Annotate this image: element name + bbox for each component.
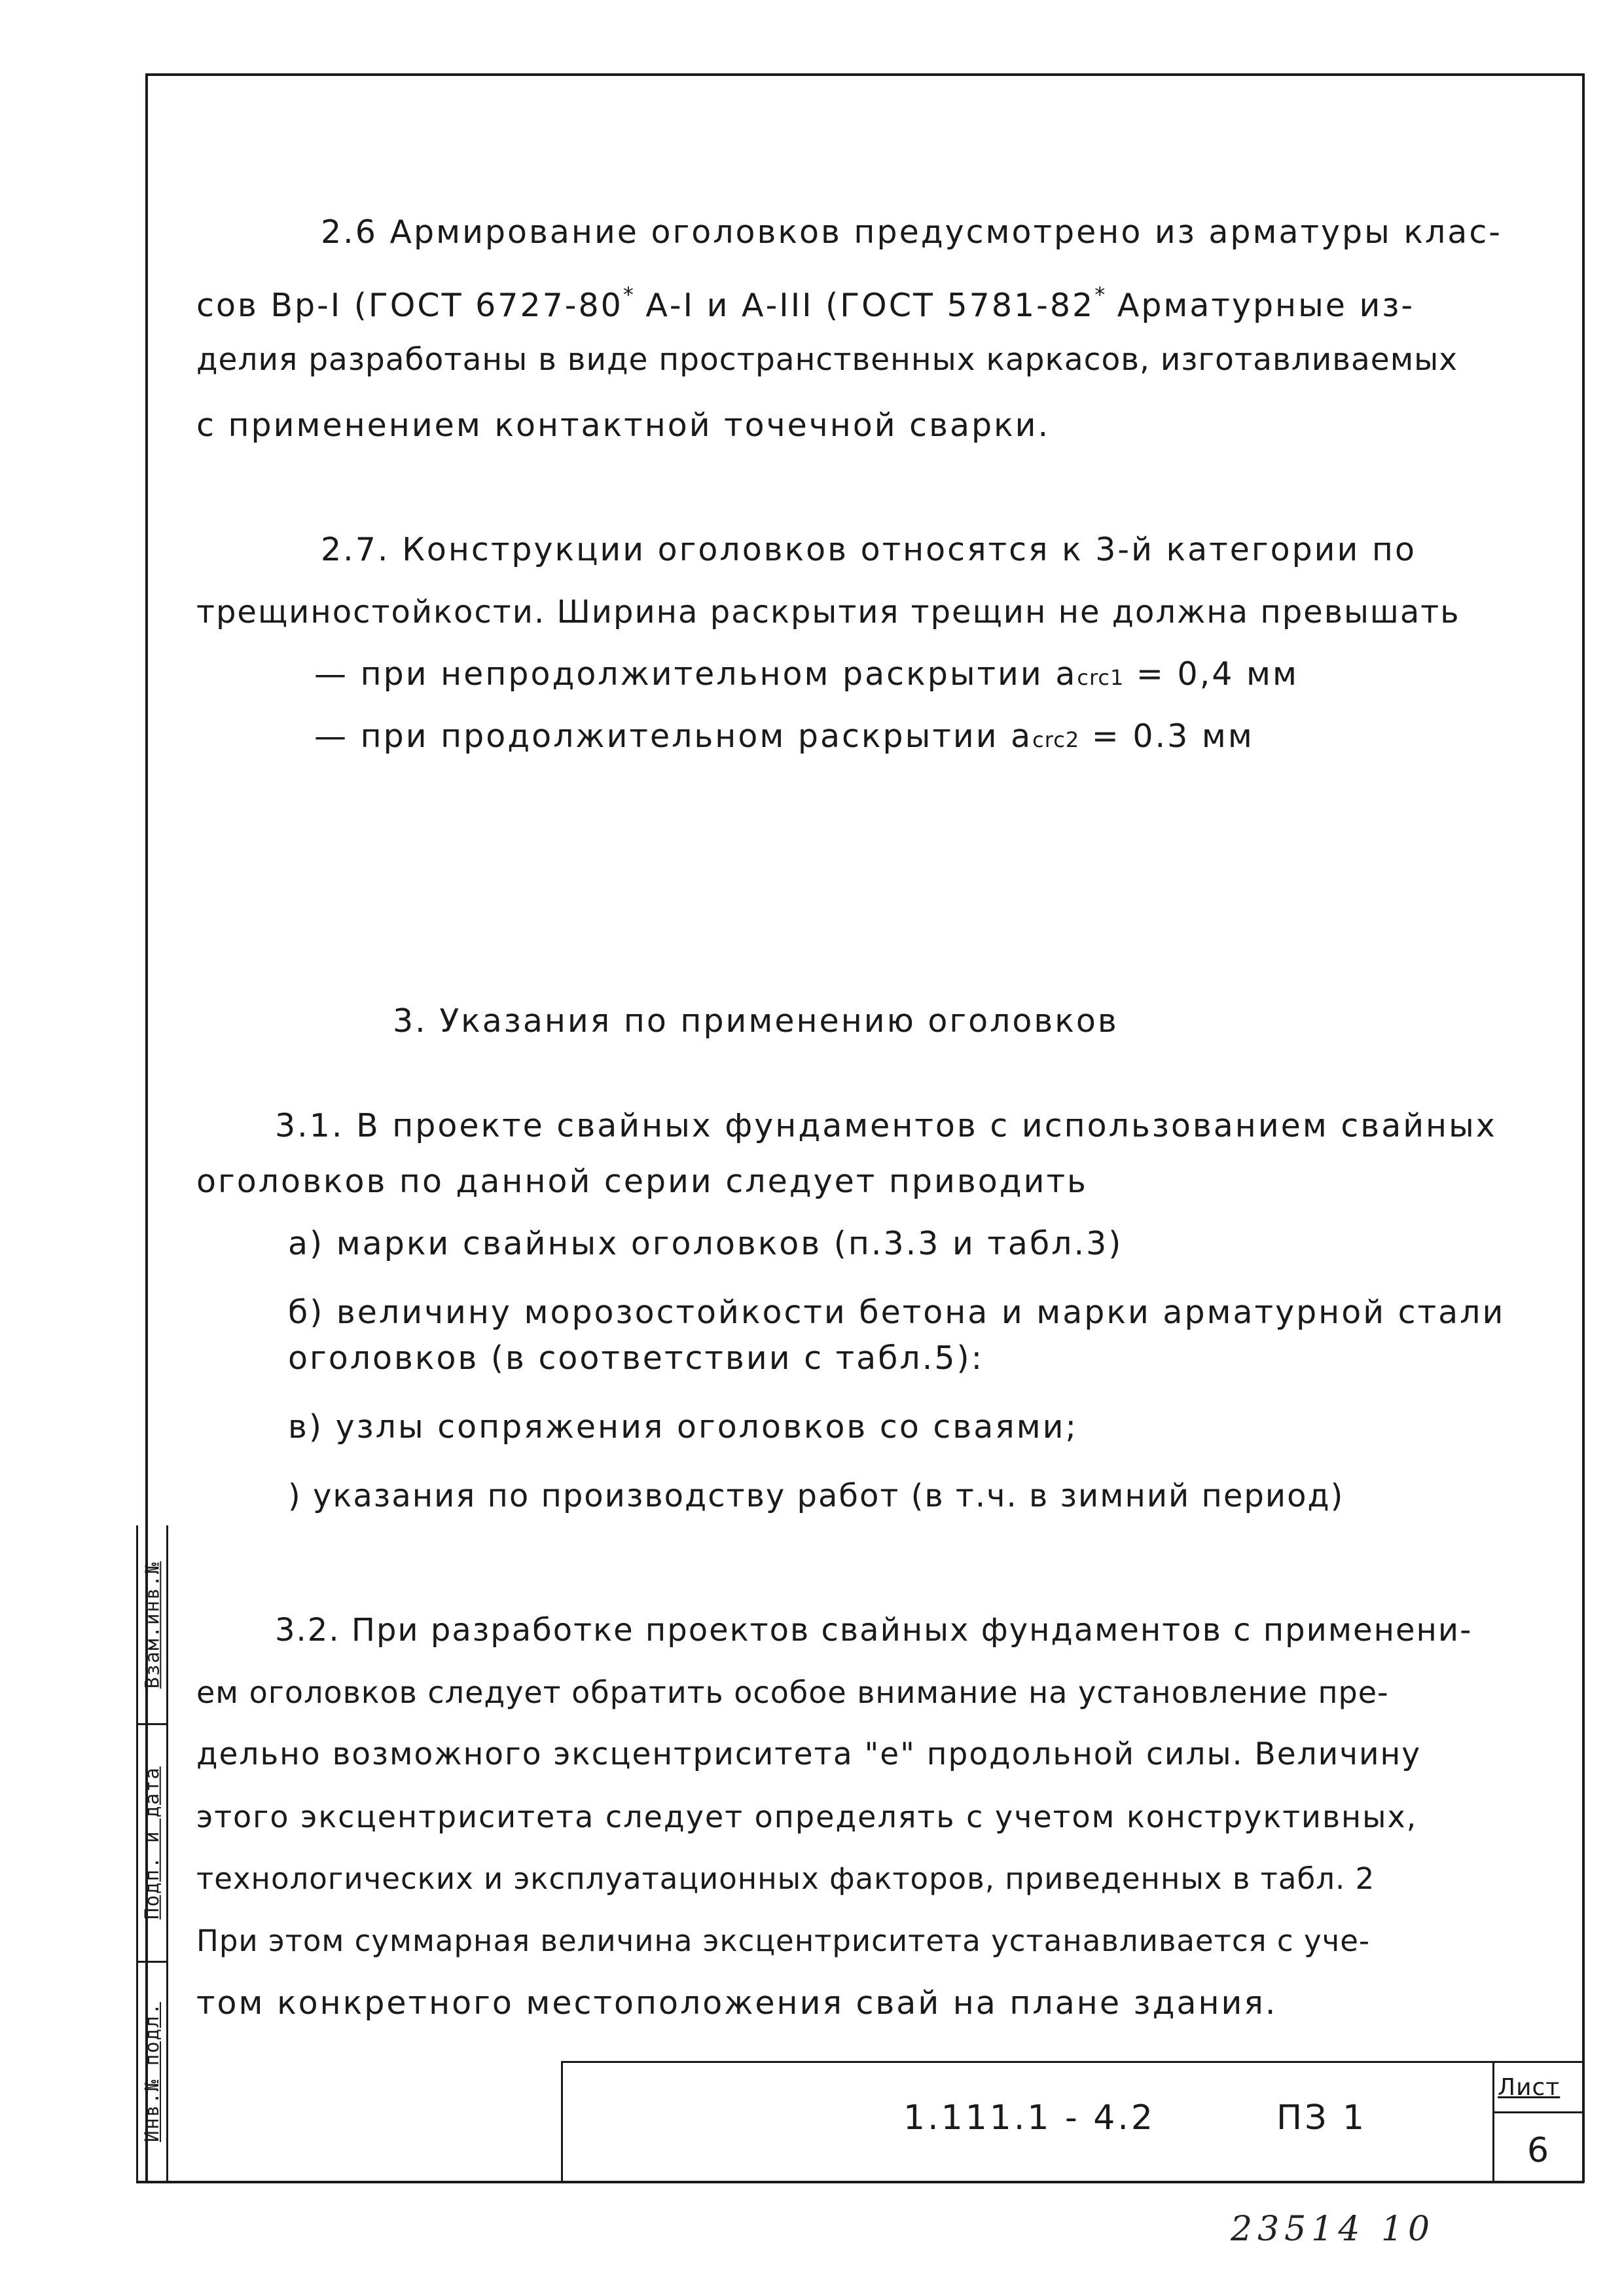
list-item-b-continuation: оголовков (в соответствии с табл.5): (288, 1339, 984, 1377)
text-3-2-line-1: 3.2. При разработке проектов свайных фундаментов с применени- (275, 1612, 1473, 1649)
text-2-6-line-2 (196, 275, 1415, 325)
item-2-prefix: — при продолжительном раскрытии a (314, 718, 1033, 755)
frame-top-border (145, 73, 1584, 76)
list-item-b: б) величину морозостойкости бетона и марки арматурной стали (288, 1294, 1506, 1331)
frame-right-border (1582, 73, 1585, 2183)
item-2-value: = 0.3 мм (1079, 718, 1254, 755)
title-block-sheet-label: Лист (1498, 2074, 1561, 2101)
text-3-2-line-6: При этом суммарная величина эксцентриситета устанавливается с уче- (196, 1923, 1371, 1958)
title-block-left-line (561, 2061, 563, 2183)
text-2-6-line-2-part-a: сов Вр-I (ГОСТ 6727-80 (196, 287, 623, 324)
margin-label-inv-podl: Инв.№ подл. (141, 2001, 163, 2142)
text-2-6-line-2-part-c: Арматурные из- (1105, 287, 1415, 324)
text-2-6-line-4: с применением контактной точечной сварки. (196, 407, 1051, 444)
text-2-6-line-3: делия разработаны в виде пространственных каркасов, изготавливаемых (196, 342, 1458, 378)
item-1-value: = 0,4 мм (1124, 655, 1299, 693)
text-3-1-line-2: оголовков по данной серии следует приводить (196, 1163, 1088, 1200)
list-item-v: в) узлы сопряжения оголовков со сваями; (288, 1408, 1079, 1446)
margin-cell-podp-data (136, 1725, 168, 1961)
frame-bottom-border (136, 2181, 1584, 2183)
margin-cell-inv-podl (136, 1963, 168, 2181)
text-2-7-line-2: трещиностойкости. Ширина раскрытия трещин не должна превышать (196, 594, 1460, 630)
item-1-subscript: crc1 (1077, 665, 1125, 690)
text-3-2-line-4: этого эксцентриситета следует определять с учетом конструктивных, (196, 1799, 1418, 1834)
archive-number: 23514 10 (1231, 2210, 1435, 2249)
text-3-2-line-2: ем оголовков следует обратить особое внимание на установление пре- (196, 1675, 1389, 1710)
margin-cell-vzam-inv (136, 1527, 168, 1723)
title-block-sheet-divider (1492, 2061, 1494, 2183)
section-3-heading: 3. Указания по применению оголовков (393, 1002, 1119, 1040)
title-block-doc-type: ПЗ 1 (1276, 2098, 1367, 2138)
title-block-sheet-number: 6 (1527, 2131, 1552, 2170)
text-2-7-line-1: 2.7. Конструкции оголовков относятся к 3-й категории по (321, 531, 1416, 568)
item-2-subscript: crc2 (1032, 727, 1080, 752)
text-3-2-line-3: дельно возможного эксцентриситета "е" продольной силы. Величину (196, 1736, 1422, 1772)
asterisk-gost-6727: * (623, 282, 634, 307)
text-2-7-item-2 (314, 717, 1254, 759)
margin-label-podp-data: Подп. и дата (141, 1766, 164, 1920)
text-2-6-line-1: 2.6 Армирование оголовков предусмотрено из арматуры клас- (321, 213, 1502, 251)
text-2-6-line-2-part-b: А-I и А-III (ГОСТ 5781-82 (633, 287, 1095, 324)
list-item-g: ) указания по производству работ (в т.ч. в зимний период) (288, 1478, 1344, 1514)
text-3-2-line-5: технологических и эксплуатационных факторов, приведенных в табл. 2 (196, 1861, 1375, 1896)
item-1-prefix: — при непродолжительном раскрытии a (314, 655, 1077, 693)
text-2-7-item-1 (314, 655, 1299, 697)
title-block-top-line (561, 2061, 1583, 2063)
title-block-sheet-hline (1492, 2111, 1583, 2113)
asterisk-gost-5781: * (1094, 282, 1106, 307)
list-item-a: а) марки свайных оголовков (п.3.3 и табл.3) (288, 1225, 1123, 1262)
title-block-code: 1.111.1 - 4.2 (903, 2098, 1155, 2138)
text-3-2-line-7: том конкретного местоположения свай на плане здания. (196, 1984, 1278, 2022)
margin-label-vzam-inv: Взам.инв.№ (141, 1561, 164, 1689)
text-3-1-line-1: 3.1. В проекте свайных фундаментов с использованием свайных (275, 1107, 1497, 1144)
